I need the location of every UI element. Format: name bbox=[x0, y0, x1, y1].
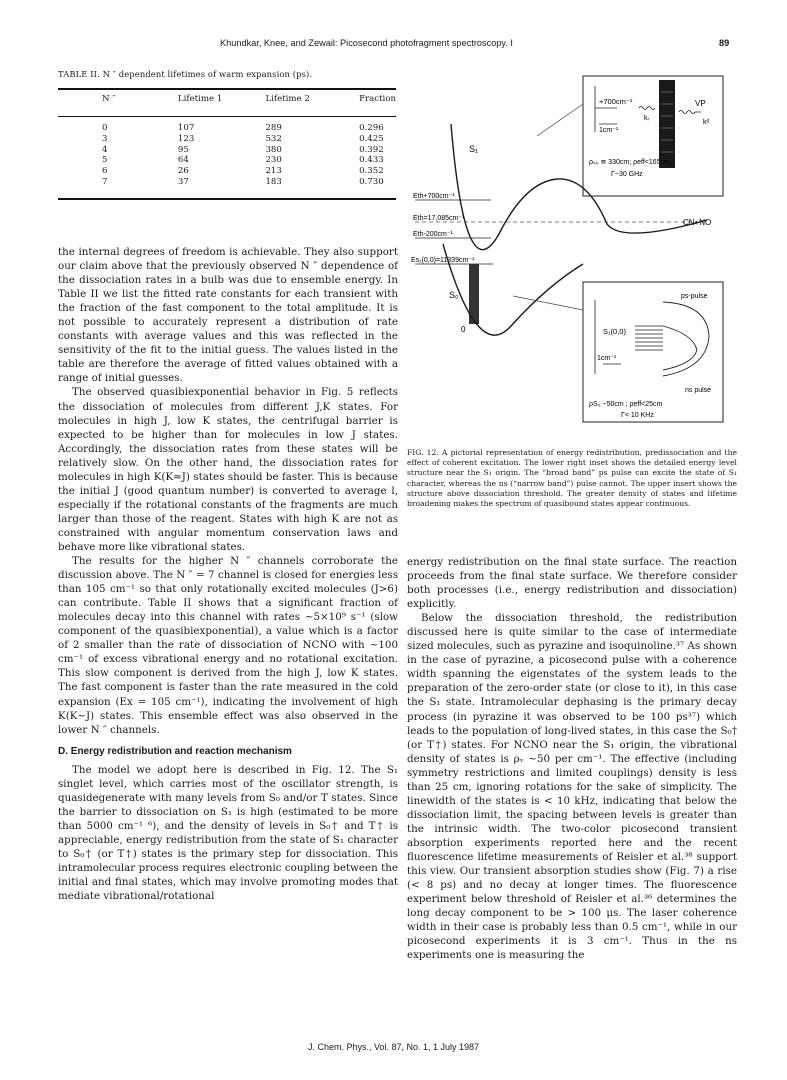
upper-density-label: ρₛ₀ ≅ 330cm; ρeff<165cm; bbox=[589, 159, 672, 166]
lower-gamma-label: Γ< 10 KHz bbox=[621, 412, 654, 419]
paragraph: the internal degrees of freedom is achievable. They also support our claim above that the previously observed N ″ dependence of the dissociation rates in a bulb was due to ensemble energy. In Table II we list the fitted rate constants for each transient with the fraction of the fast component to the total amplitude. It is not possible to accurately represent a distribution of rate constants with average values and this was reflected in the sensitivity of the fit to the initial guess. The values listed in the table are therefore the average of fitted values obtained with a range of initial guesses. bbox=[58, 246, 398, 385]
table-cell: 0.296 bbox=[359, 123, 384, 133]
table-cell: 4 bbox=[102, 144, 108, 155]
column-header: Lifetime 1 bbox=[177, 94, 223, 104]
column-header: Fraction bbox=[359, 94, 396, 104]
running-title: Khundkar, Knee, and Zewail: Picosecond photofragment spectroscopy. I bbox=[220, 38, 513, 48]
section-heading: D. Energy redistribution and reaction mechanism bbox=[58, 745, 292, 757]
lower-level-lines bbox=[635, 326, 663, 350]
vp-label: VP bbox=[695, 99, 706, 108]
ps-pulse-label: ps-pulse bbox=[681, 293, 708, 300]
table-cell: 0.433 bbox=[359, 155, 384, 166]
products-label: CN+NO bbox=[683, 218, 712, 227]
figure-12 bbox=[407, 64, 737, 484]
upper-inset-frame bbox=[583, 76, 723, 196]
eth-minus-label: Eth-200cm⁻¹ bbox=[413, 231, 453, 238]
lower-unit-label: 1cm⁻¹ bbox=[597, 355, 617, 362]
running-head bbox=[0, 38, 787, 52]
origin-energy-label: Es₁(0,0)=11339cm⁻¹ bbox=[411, 257, 475, 264]
table-cell: 37 bbox=[177, 176, 189, 187]
table-cell: 0.352 bbox=[359, 166, 384, 177]
upper-inset-pointer bbox=[537, 104, 583, 136]
table-cell: 123 bbox=[177, 133, 195, 144]
column-header: N ″ bbox=[102, 94, 116, 104]
table-cell: 0 bbox=[102, 123, 108, 133]
table-cell: 183 bbox=[265, 176, 282, 187]
table-cell: 6 bbox=[102, 166, 108, 177]
table-cell: 3 bbox=[102, 133, 108, 144]
lower-level-label: S₁(0,0) bbox=[603, 327, 626, 336]
table-cell: 95 bbox=[177, 144, 189, 155]
table-cell: 380 bbox=[265, 144, 282, 155]
left-column bbox=[58, 245, 398, 903]
table-cell: 7 bbox=[102, 176, 108, 187]
right-column bbox=[407, 555, 737, 962]
table-header-row bbox=[58, 89, 396, 117]
upper-energy-label: +700cm⁻¹ bbox=[599, 97, 633, 106]
kr-wave-arrow bbox=[639, 107, 655, 110]
paragraph: The results for the higher N ″ channels corroborate the discussion above. The N ″ = 7 channel is closed for energies less than 105 cm⁻¹ so that only rotationally excited molecules (J>6) can contribute. Table II shows that a significant fraction of molecules decay into this channel with rates ~5×10⁹ s⁻¹ (slow component of the quasibiexponential), a value which is a factor of 2 smaller than the rate of dissociation of NCNO with ~100 cm⁻¹ of excess vibrational energy and no rotational excitation. This slow component is derived from the high J, low K states. The fast component is faster than the rate measured in the cold expansion (Ex = 105 cm⁻¹), indicating the involvement of high K(K~J) states. This ensemble effect was also observed in the lower N ″ channels. bbox=[58, 555, 398, 736]
kd-wave-arrow bbox=[679, 111, 701, 114]
paragraph: energy redistribution on the final state surface. The reaction proceeds from the final state surface. We therefore consider both processes (i.e., energy redistribution and dissociation) explicitly. bbox=[407, 556, 737, 611]
s0-label: S₀ bbox=[449, 290, 459, 300]
kd-label: kᵈ bbox=[703, 119, 710, 126]
eth-label: Eth=17,085cm⁻¹ bbox=[413, 215, 465, 222]
kr-label: kᵣ bbox=[644, 115, 650, 122]
table-cell: 64 bbox=[177, 155, 189, 166]
table-ii bbox=[58, 69, 396, 200]
figure-caption: FIG. 12. A pictorial representation of energy redistribution, predissociation and the effect of coherent excitation. The lower right inset shows the detailed energy level structure near the S₁ origin. The “broad band” ps pulse can excite the state of S₁ character, whereas the ns (“narrow band”) pulse cannot. The upper insert shows the structure above dissociation threshold. The greater density of states and lifetime broadening makes the spectrum of quasibound states appear continuous. bbox=[407, 448, 737, 509]
eth-plus-label: Eth+700cm⁻¹ bbox=[413, 193, 455, 200]
table-row bbox=[58, 155, 396, 166]
footer-citation: J. Chem. Phys., Vol. 87, No. 1, 1 July 1987 bbox=[307, 1042, 480, 1052]
table-row bbox=[58, 117, 396, 134]
paragraph: Below the dissociation threshold, the redistribution discussed here is quite similar to the case of intermediate sized molecules, such as pyrazine and isoquinoline.³⁷ As shown in the case of pyrazine, a picosecond pulse with a coherence width spanning the eigenstates of the system leads to the preparation of the zero-order state (or close to it), in this case the S₁ state. Intramolecular dephasing is the primary decay process (in pyrazine it was observed to be 100 ps³⁷) which leads to the population of long-lived states, in this case the S₀† (or T†) states. For NCNO near the S₁ origin, the vibrational density of states is ρᵥ ~50 per cm⁻¹. The effective (including symmetry restrictions and limited couplings) density is less than 25 cm, ignoring rotations for the sake of simplicity. The linewidth of the states is < 10 kHz, indicating that below the dissociation limit, the spacing between levels is greater than the intrinsic width. The two-color picosecond transient absorption experiments reported here and the recent fluorescence lifetime measurements of Reisler et al.³⁸ support this view. Our transient absorption studies show (Fig. 7) a rise (< 8 ps) and no decay at longer times. The fluorescence experiment below threshold of Reisler et al.³⁶ determines the long decay component to be > 100 μs. The laser coherence width in their case is probably less than 0.5 cm⁻¹, while in our picosecond experiments it is 3 cm⁻¹. Thus in the ns experiments one is measuring the bbox=[407, 612, 737, 962]
table-cell: 107 bbox=[177, 123, 195, 133]
energy-diagram bbox=[407, 64, 737, 444]
table-cell: 532 bbox=[265, 133, 282, 144]
zero-label: 0 bbox=[461, 325, 466, 334]
lower-density-label: ρS₀ ~50cm ; ρeff<25cm bbox=[589, 401, 663, 408]
ps-pulse-profile bbox=[663, 302, 709, 376]
table-cell: 230 bbox=[265, 155, 282, 166]
lifetimes-table bbox=[58, 88, 396, 200]
paragraph: The model we adopt here is described in Fig. 12. The S₁ singlet level, which carries most of the oscillator strength, is quasidegenerate with many levels from S₀ and/or T states. Since the barrier to dissociation on S₁ is high (estimated to be more than 5000 cm⁻¹ ⁶), and the density of levels in S₀† and T† is appreciable, energy redistribution from the state of S₁ character to S₀† (or T†) states is the primary step for dissociation. This intramolecular process requires electronic coupling between the initial and final states, which may involve promoting modes that mediate vibrational/rotational bbox=[58, 763, 398, 903]
table-row bbox=[58, 177, 396, 199]
table-cell: 0.730 bbox=[359, 176, 384, 187]
table-row bbox=[58, 134, 396, 145]
paragraph: The observed quasibiexponential behavior in Fig. 5 reflects the dissociation of molecules from different J,K states. For molecules in high J, low K states, the centrifugal barrier is expected to be higher than for molecules in low J states. Accordingly, the dissociation rates from these states will be relatively slow. On the other hand, the dissociation rates for molecules in high K(K≈J) states should be faster. This is because the initial J (good quantum number) is converted to average l, especially if the rotational constants of the fragments are much larger than those of the reagent. States with high K are not as constrained with angular momentum conservation laws and behave more like vibrational states. bbox=[58, 386, 398, 553]
ns-pulse-label: ns pulse bbox=[685, 387, 712, 394]
upper-unit-label: 1cm⁻¹ bbox=[599, 127, 619, 134]
lower-inset-pointer bbox=[513, 296, 583, 310]
dense-states-band bbox=[659, 80, 675, 168]
upper-gamma-label: Γ~30 GHz bbox=[611, 171, 643, 178]
table-cell: 213 bbox=[265, 166, 282, 177]
column-header: Lifetime 2 bbox=[265, 94, 310, 104]
ns-pulse-profile bbox=[663, 326, 697, 370]
table-cell: 5 bbox=[102, 155, 108, 166]
table-cell: 0.425 bbox=[359, 133, 384, 144]
table-cell: 26 bbox=[177, 166, 189, 177]
table-caption: TABLE II. N ″ dependent lifetimes of warm expansion (ps). bbox=[58, 69, 313, 79]
table-row bbox=[58, 145, 396, 156]
s1-label: S₁ bbox=[469, 144, 479, 154]
table-cell: 289 bbox=[265, 123, 282, 133]
page-number: 89 bbox=[719, 38, 730, 48]
table-cell: 0.392 bbox=[359, 144, 384, 155]
table-row bbox=[58, 166, 396, 177]
